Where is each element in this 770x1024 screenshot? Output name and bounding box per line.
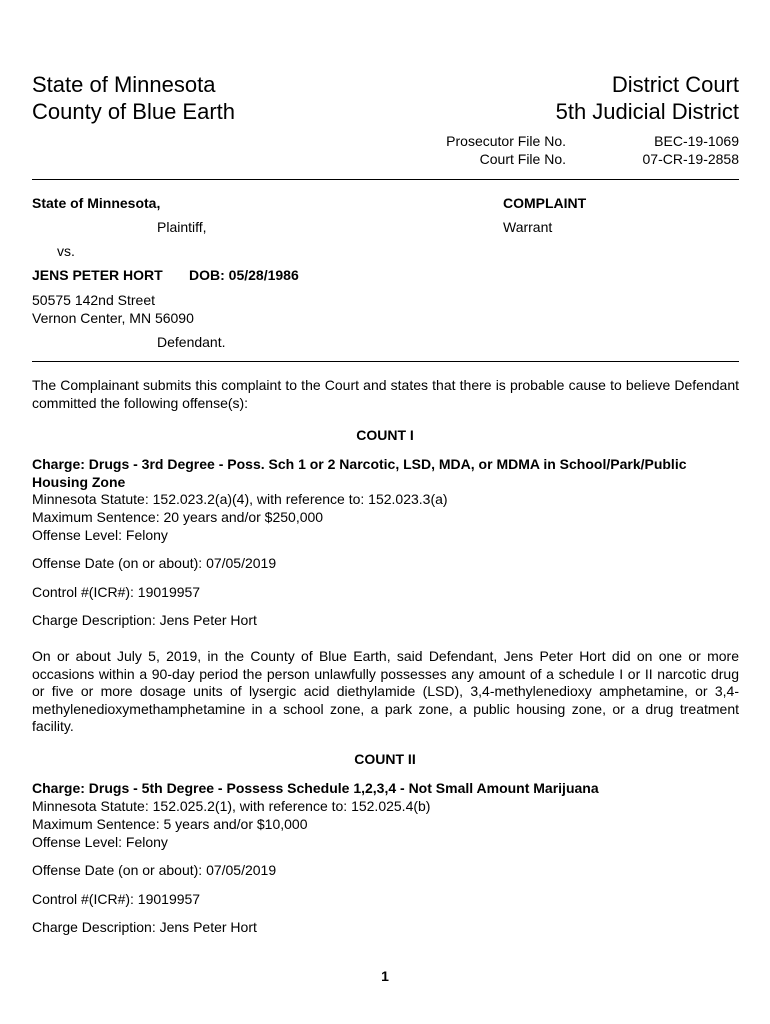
page-number: 1 [381,968,389,984]
count-1-description: Charge Description: Jens Peter Hort [32,612,257,628]
count-1-offense-date: Offense Date (on or about): 07/05/2019 [32,555,277,571]
count-1-statute: Minnesota Statute: 152.023.2(a)(4), with reference to: 152.023.3(a) [32,491,448,507]
address-line-1: 50575 142nd Street [32,292,155,308]
court-name: District Court [611,72,739,97]
state-name: State of Minnesota [32,72,216,97]
count-2-heading: COUNT II [354,751,416,767]
count-1-charge: Charge: Drugs - 3rd Degree - Poss. Sch 1 or 2 Narcotic, LSD, MDA, or MDMA in School/Park/Public Housing Zone [32,456,687,490]
count-2-max-sentence: Maximum Sentence: 5 years and/or $10,000 [32,816,308,832]
judicial-district: 5th Judicial District [555,99,739,124]
count-1-max-sentence: Maximum Sentence: 20 years and/or $250,000 [32,509,324,525]
defendant-name: JENS PETER HORT [32,267,163,283]
count-2-offense-date: Offense Date (on or about): 07/05/2019 [32,862,277,878]
count-1-offense-level: Offense Level: Felony [32,527,168,543]
count-1-narrative: On or about July 5, 2019, in the County of Blue Earth, said Defendant, Jens Peter Hort did on one or more occasions within a 90-day period the person unlawfully possesses any amount of a schedule I or II narcotic drug or five or more dosage units of lysergic acid diethylamide (LSD), 3,4-methylenedioxy amphetamine, or 3,4-methylenedioxymethamphetamine in a school zone, a park zone, a public housing zone, or a drug treatment facility. [32,648,739,734]
prosecutor-file-number: BEC-19-1069 [654,133,739,149]
defendant-role: Defendant. [157,334,226,350]
count-2-charge: Charge: Drugs - 5th Degree - Possess Schedule 1,2,3,4 - Not Small Amount Marijuana [32,780,599,796]
count-2-statute: Minnesota Statute: 152.025.2(1), with reference to: 152.025.4(b) [32,798,431,814]
versus: vs. [57,243,75,259]
address-line-2: Vernon Center, MN 56090 [32,310,194,326]
count-2-control-number: Control #(ICR#): 19019957 [32,891,201,907]
defendant-dob: DOB: 05/28/1986 [189,267,299,283]
document-subtype: Warrant [503,219,553,235]
document-type: COMPLAINT [503,195,587,211]
count-2-offense-level: Offense Level: Felony [32,834,168,850]
parties-divider [32,361,739,362]
intro-paragraph: The Complainant submits this complaint to the Court and states that there is probable cause to believe Defendant committed the following offense(s): [32,377,739,411]
header-divider [32,179,739,180]
count-2-description: Charge Description: Jens Peter Hort [32,919,257,935]
prosecutor-file-label: Prosecutor File No. [446,133,566,149]
plaintiff-role: Plaintiff, [157,219,207,235]
court-file-label: Court File No. [479,151,566,167]
plaintiff-name: State of Minnesota, [32,195,161,211]
court-file-number: 07-CR-19-2858 [642,151,739,167]
county-name: County of Blue Earth [32,99,236,124]
count-1-heading: COUNT I [356,427,414,443]
count-1-control-number: Control #(ICR#): 19019957 [32,584,201,600]
